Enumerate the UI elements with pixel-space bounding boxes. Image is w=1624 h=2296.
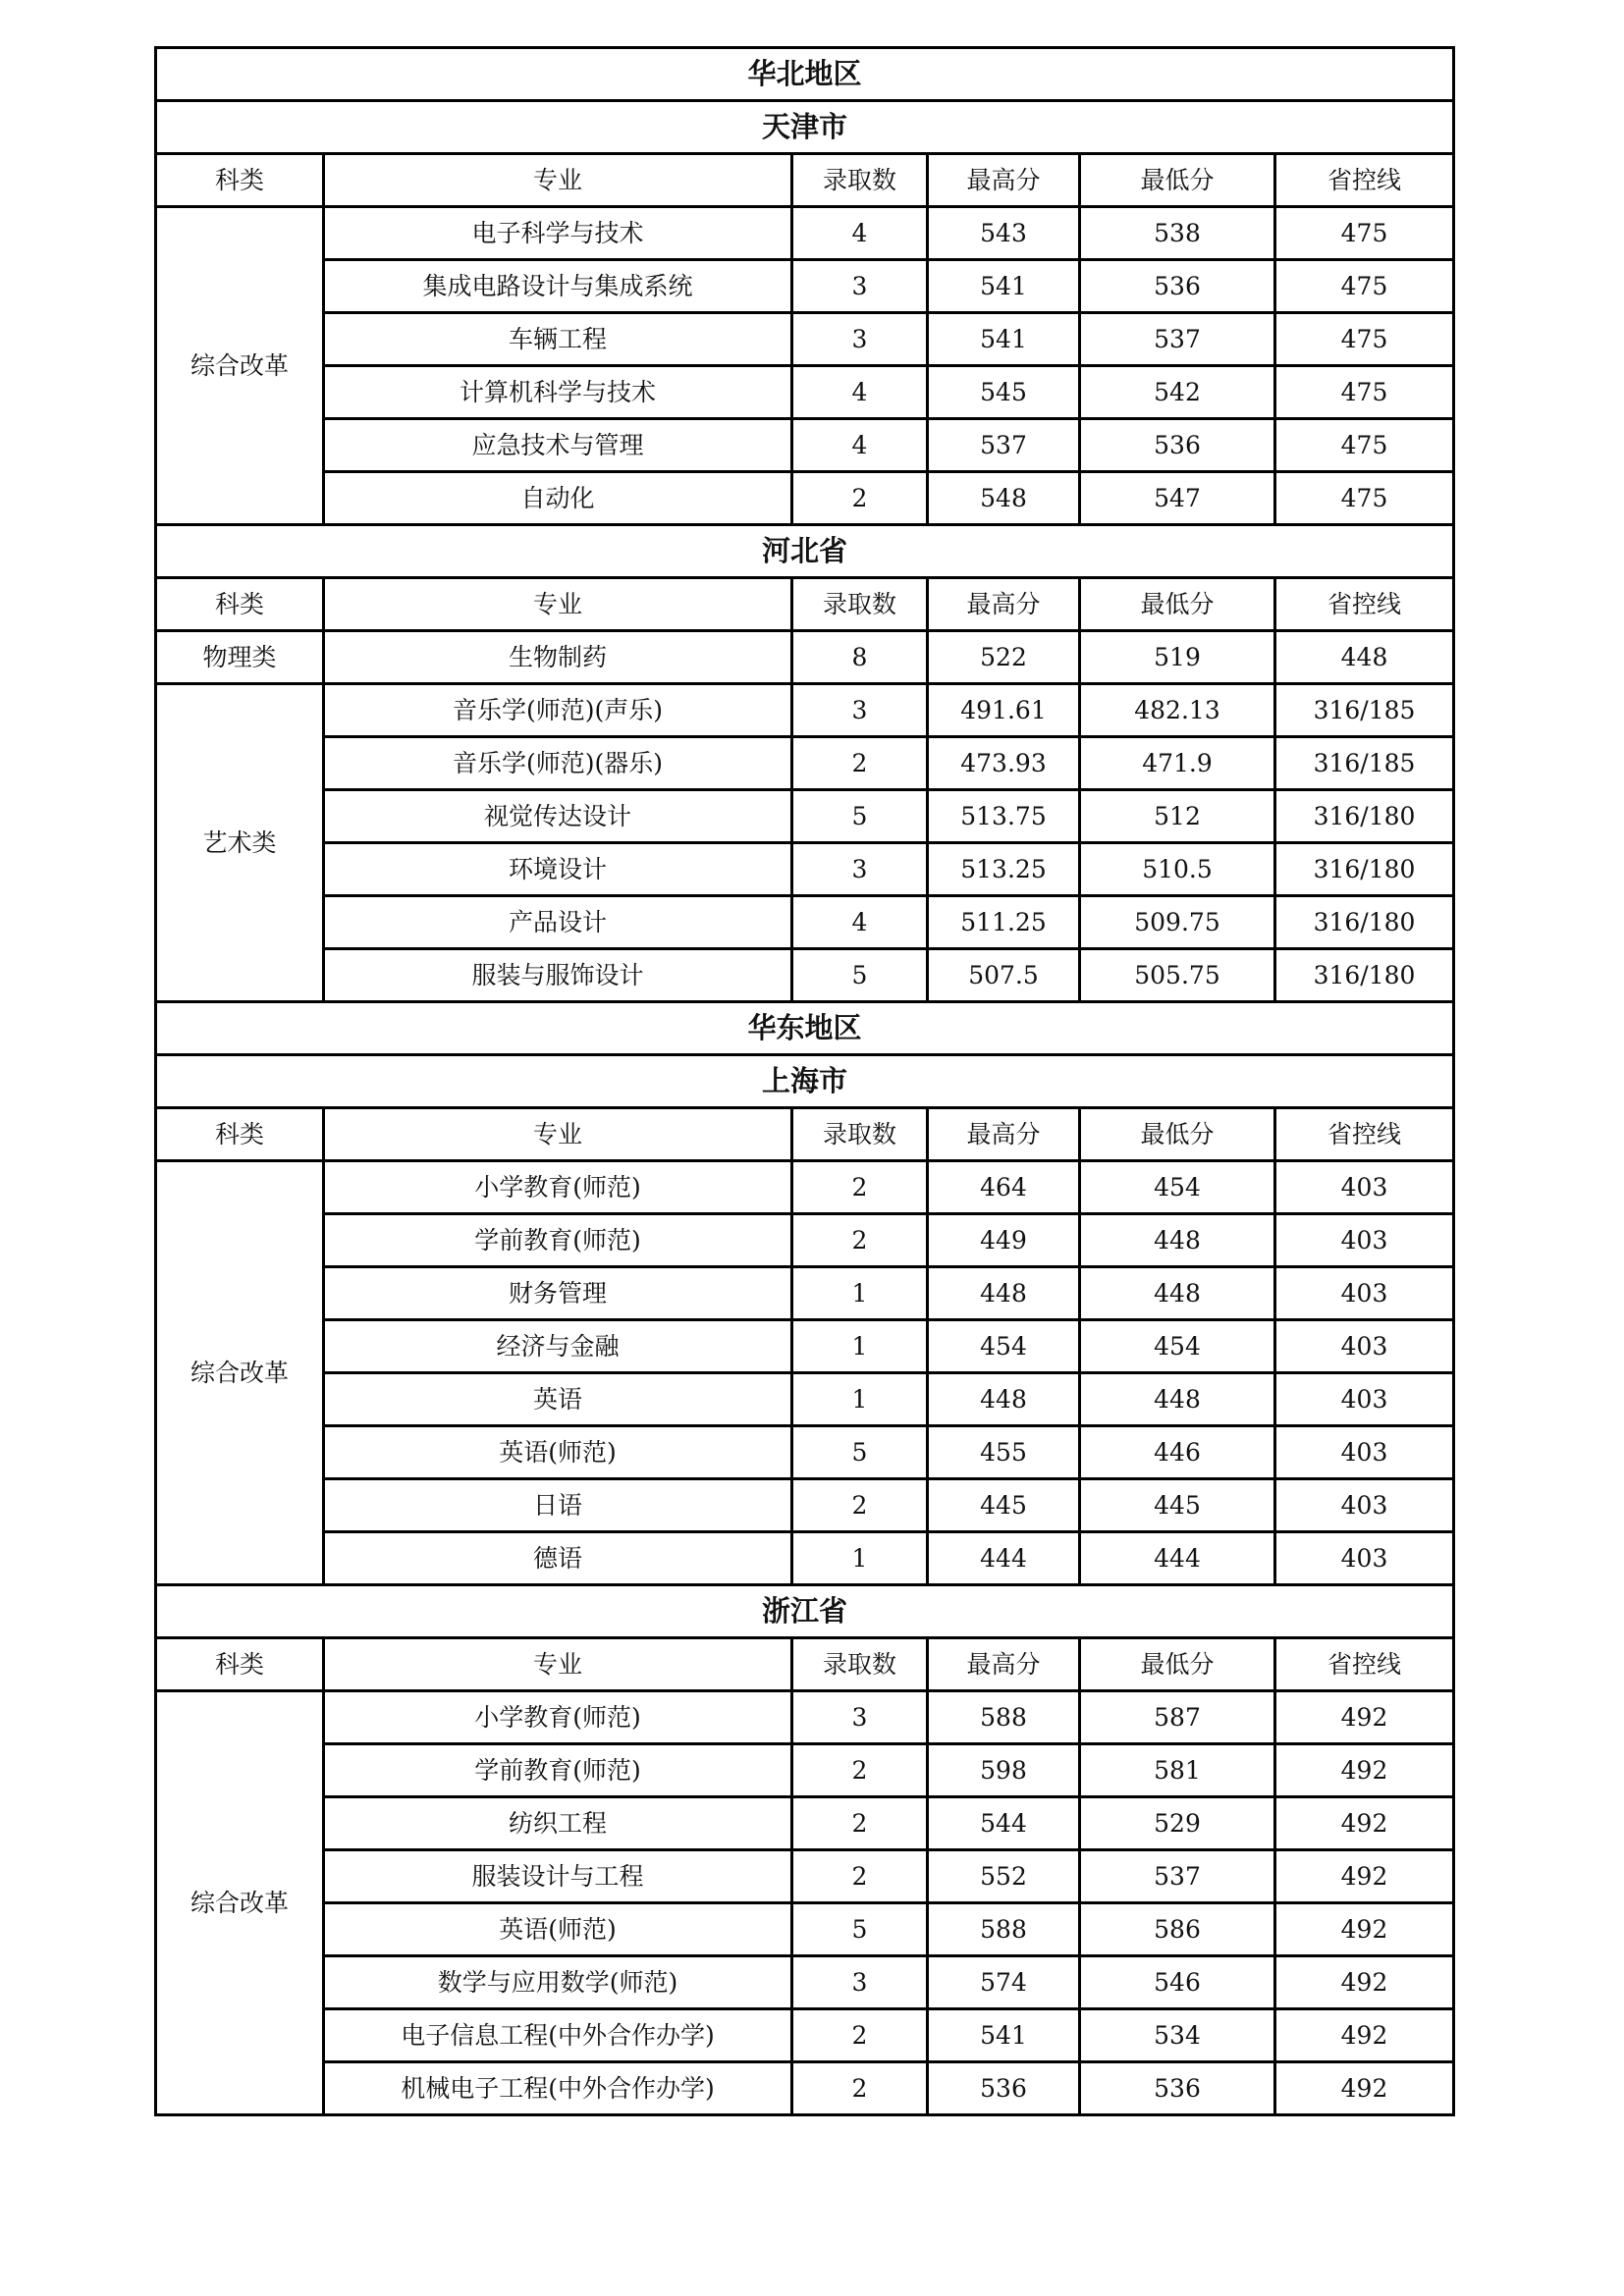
category-cell: 艺术类 [156, 684, 324, 1002]
min-score-cell: 546 [1080, 1956, 1275, 2009]
table-row [156, 1267, 1454, 1320]
major-cell: 经济与金融 [324, 1320, 792, 1373]
max-score-cell: 541 [928, 2009, 1080, 2062]
table-row [156, 419, 1454, 472]
table-row [156, 1426, 1454, 1479]
table-row [156, 2062, 1454, 2115]
table-row [156, 1797, 1454, 1850]
province-row [156, 1585, 1454, 1638]
column-header-row [156, 1108, 1454, 1161]
admitted-cell: 3 [792, 260, 928, 313]
max-score-cell: 454 [928, 1320, 1080, 1373]
header-category: 科类 [156, 1638, 324, 1691]
max-score-cell: 449 [928, 1214, 1080, 1267]
max-score-cell: 537 [928, 419, 1080, 472]
major-cell: 学前教育(师范) [324, 1744, 792, 1797]
table-row [156, 631, 1454, 684]
table-row [156, 1691, 1454, 1744]
category-cell: 综合改革 [156, 207, 324, 525]
province-row [156, 525, 1454, 578]
header-max-score: 最高分 [928, 1638, 1080, 1691]
table-row [156, 949, 1454, 1002]
table-row [156, 207, 1454, 260]
control-line-cell: 403 [1275, 1373, 1454, 1426]
column-header-row [156, 154, 1454, 207]
header-admitted: 录取数 [792, 1108, 928, 1161]
major-cell: 视觉传达设计 [324, 790, 792, 843]
min-score-cell: 505.75 [1080, 949, 1275, 1002]
max-score-cell: 522 [928, 631, 1080, 684]
admitted-cell: 5 [792, 790, 928, 843]
admitted-cell: 1 [792, 1267, 928, 1320]
major-cell: 小学教育(师范) [324, 1161, 792, 1214]
major-cell: 纺织工程 [324, 1797, 792, 1850]
table-row [156, 737, 1454, 790]
control-line-cell: 316/185 [1275, 737, 1454, 790]
max-score-cell: 536 [928, 2062, 1080, 2115]
header-control-line: 省控线 [1275, 154, 1454, 207]
max-score-cell: 588 [928, 1903, 1080, 1956]
min-score-cell: 587 [1080, 1691, 1275, 1744]
table-row [156, 1479, 1454, 1532]
min-score-cell: 446 [1080, 1426, 1275, 1479]
control-line-cell: 403 [1275, 1214, 1454, 1267]
category-cell: 综合改革 [156, 1691, 324, 2115]
region-row [156, 1002, 1454, 1055]
header-max-score: 最高分 [928, 154, 1080, 207]
control-line-cell: 316/180 [1275, 790, 1454, 843]
control-line-cell: 475 [1275, 207, 1454, 260]
min-score-cell: 445 [1080, 1479, 1275, 1532]
table-row [156, 260, 1454, 313]
max-score-cell: 444 [928, 1532, 1080, 1585]
min-score-cell: 536 [1080, 260, 1275, 313]
max-score-cell: 448 [928, 1267, 1080, 1320]
max-score-cell: 445 [928, 1479, 1080, 1532]
table-row [156, 1532, 1454, 1585]
max-score-cell: 491.61 [928, 684, 1080, 737]
province-title: 浙江省 [156, 1585, 1454, 1638]
max-score-cell: 548 [928, 472, 1080, 525]
min-score-cell: 454 [1080, 1161, 1275, 1214]
control-line-cell: 475 [1275, 260, 1454, 313]
max-score-cell: 541 [928, 260, 1080, 313]
max-score-cell: 473.93 [928, 737, 1080, 790]
major-cell: 学前教育(师范) [324, 1214, 792, 1267]
header-admitted: 录取数 [792, 154, 928, 207]
control-line-cell: 492 [1275, 1744, 1454, 1797]
admitted-cell: 3 [792, 1691, 928, 1744]
max-score-cell: 545 [928, 366, 1080, 419]
admitted-cell: 5 [792, 949, 928, 1002]
major-cell: 集成电路设计与集成系统 [324, 260, 792, 313]
min-score-cell: 537 [1080, 313, 1275, 366]
table-row [156, 313, 1454, 366]
min-score-cell: 482.13 [1080, 684, 1275, 737]
province-title: 天津市 [156, 101, 1454, 154]
major-cell: 德语 [324, 1532, 792, 1585]
table-row [156, 684, 1454, 737]
min-score-cell: 542 [1080, 366, 1275, 419]
max-score-cell: 513.25 [928, 843, 1080, 896]
table-row [156, 1161, 1454, 1214]
min-score-cell: 510.5 [1080, 843, 1275, 896]
major-cell: 数学与应用数学(师范) [324, 1956, 792, 2009]
admitted-cell: 3 [792, 684, 928, 737]
table-row [156, 1850, 1454, 1903]
control-line-cell: 492 [1275, 1850, 1454, 1903]
header-major: 专业 [324, 1638, 792, 1691]
max-score-cell: 513.75 [928, 790, 1080, 843]
header-min-score: 最低分 [1080, 154, 1275, 207]
control-line-cell: 403 [1275, 1532, 1454, 1585]
admitted-cell: 1 [792, 1320, 928, 1373]
major-cell: 自动化 [324, 472, 792, 525]
control-line-cell: 316/180 [1275, 843, 1454, 896]
admitted-cell: 2 [792, 1744, 928, 1797]
admitted-cell: 5 [792, 1426, 928, 1479]
admitted-cell: 4 [792, 896, 928, 949]
admitted-cell: 2 [792, 472, 928, 525]
major-cell: 英语 [324, 1373, 792, 1426]
max-score-cell: 541 [928, 313, 1080, 366]
header-admitted: 录取数 [792, 578, 928, 631]
max-score-cell: 598 [928, 1744, 1080, 1797]
major-cell: 音乐学(师范)(声乐) [324, 684, 792, 737]
major-cell: 服装设计与工程 [324, 1850, 792, 1903]
header-control-line: 省控线 [1275, 1108, 1454, 1161]
admitted-cell: 5 [792, 1903, 928, 1956]
header-major: 专业 [324, 154, 792, 207]
admitted-cell: 4 [792, 419, 928, 472]
table-row [156, 1214, 1454, 1267]
control-line-cell: 448 [1275, 631, 1454, 684]
max-score-cell: 464 [928, 1161, 1080, 1214]
control-line-cell: 316/180 [1275, 896, 1454, 949]
table-row [156, 2009, 1454, 2062]
admitted-cell: 1 [792, 1373, 928, 1426]
min-score-cell: 547 [1080, 472, 1275, 525]
table-row [156, 366, 1454, 419]
header-major: 专业 [324, 1108, 792, 1161]
max-score-cell: 544 [928, 1797, 1080, 1850]
major-cell: 小学教育(师范) [324, 1691, 792, 1744]
table-row [156, 1956, 1454, 2009]
control-line-cell: 403 [1275, 1161, 1454, 1214]
table-body [156, 48, 1454, 2115]
major-cell: 英语(师范) [324, 1426, 792, 1479]
major-cell: 英语(师范) [324, 1903, 792, 1956]
major-cell: 服装与服饰设计 [324, 949, 792, 1002]
min-score-cell: 581 [1080, 1744, 1275, 1797]
admitted-cell: 2 [792, 1161, 928, 1214]
control-line-cell: 316/185 [1275, 684, 1454, 737]
control-line-cell: 492 [1275, 1797, 1454, 1850]
header-admitted: 录取数 [792, 1638, 928, 1691]
min-score-cell: 536 [1080, 419, 1275, 472]
major-cell: 应急技术与管理 [324, 419, 792, 472]
header-major: 专业 [324, 578, 792, 631]
admission-score-table [154, 46, 1455, 2116]
province-title: 河北省 [156, 525, 1454, 578]
category-cell: 综合改革 [156, 1161, 324, 1585]
admitted-cell: 8 [792, 631, 928, 684]
major-cell: 音乐学(师范)(器乐) [324, 737, 792, 790]
region-title: 华东地区 [156, 1002, 1454, 1055]
control-line-cell: 475 [1275, 419, 1454, 472]
control-line-cell: 492 [1275, 2062, 1454, 2115]
header-category: 科类 [156, 1108, 324, 1161]
province-title: 上海市 [156, 1055, 1454, 1108]
min-score-cell: 444 [1080, 1532, 1275, 1585]
major-cell: 日语 [324, 1479, 792, 1532]
major-cell: 电子信息工程(中外合作办学) [324, 2009, 792, 2062]
admitted-cell: 4 [792, 207, 928, 260]
major-cell: 车辆工程 [324, 313, 792, 366]
control-line-cell: 403 [1275, 1479, 1454, 1532]
min-score-cell: 448 [1080, 1214, 1275, 1267]
major-cell: 机械电子工程(中外合作办学) [324, 2062, 792, 2115]
header-max-score: 最高分 [928, 578, 1080, 631]
table-row [156, 472, 1454, 525]
major-cell: 财务管理 [324, 1267, 792, 1320]
header-control-line: 省控线 [1275, 1638, 1454, 1691]
control-line-cell: 492 [1275, 1956, 1454, 2009]
min-score-cell: 509.75 [1080, 896, 1275, 949]
admitted-cell: 4 [792, 366, 928, 419]
province-row [156, 1055, 1454, 1108]
region-title: 华北地区 [156, 48, 1454, 101]
min-score-cell: 448 [1080, 1373, 1275, 1426]
control-line-cell: 316/180 [1275, 949, 1454, 1002]
control-line-cell: 492 [1275, 1691, 1454, 1744]
min-score-cell: 448 [1080, 1267, 1275, 1320]
max-score-cell: 588 [928, 1691, 1080, 1744]
control-line-cell: 403 [1275, 1267, 1454, 1320]
min-score-cell: 536 [1080, 2062, 1275, 2115]
header-min-score: 最低分 [1080, 1108, 1275, 1161]
control-line-cell: 475 [1275, 472, 1454, 525]
min-score-cell: 519 [1080, 631, 1275, 684]
min-score-cell: 586 [1080, 1903, 1275, 1956]
max-score-cell: 543 [928, 207, 1080, 260]
table-row [156, 1320, 1454, 1373]
control-line-cell: 475 [1275, 366, 1454, 419]
control-line-cell: 492 [1275, 2009, 1454, 2062]
major-cell: 产品设计 [324, 896, 792, 949]
header-min-score: 最低分 [1080, 578, 1275, 631]
max-score-cell: 511.25 [928, 896, 1080, 949]
region-row [156, 48, 1454, 101]
min-score-cell: 471.9 [1080, 737, 1275, 790]
control-line-cell: 403 [1275, 1320, 1454, 1373]
province-row [156, 101, 1454, 154]
major-cell: 电子科学与技术 [324, 207, 792, 260]
max-score-cell: 552 [928, 1850, 1080, 1903]
column-header-row [156, 578, 1454, 631]
admitted-cell: 3 [792, 843, 928, 896]
table-row [156, 1903, 1454, 1956]
header-category: 科类 [156, 154, 324, 207]
major-cell: 计算机科学与技术 [324, 366, 792, 419]
table-row [156, 896, 1454, 949]
min-score-cell: 538 [1080, 207, 1275, 260]
max-score-cell: 574 [928, 1956, 1080, 2009]
max-score-cell: 507.5 [928, 949, 1080, 1002]
min-score-cell: 454 [1080, 1320, 1275, 1373]
min-score-cell: 537 [1080, 1850, 1275, 1903]
admitted-cell: 2 [792, 737, 928, 790]
control-line-cell: 403 [1275, 1426, 1454, 1479]
admitted-cell: 2 [792, 2062, 928, 2115]
header-control-line: 省控线 [1275, 578, 1454, 631]
column-header-row [156, 1638, 1454, 1691]
table-row [156, 790, 1454, 843]
major-cell: 环境设计 [324, 843, 792, 896]
table-row [156, 843, 1454, 896]
min-score-cell: 534 [1080, 2009, 1275, 2062]
header-category: 科类 [156, 578, 324, 631]
category-cell: 物理类 [156, 631, 324, 684]
admitted-cell: 1 [792, 1532, 928, 1585]
min-score-cell: 529 [1080, 1797, 1275, 1850]
table-row [156, 1744, 1454, 1797]
control-line-cell: 475 [1275, 313, 1454, 366]
admitted-cell: 2 [792, 2009, 928, 2062]
admitted-cell: 2 [792, 1479, 928, 1532]
header-max-score: 最高分 [928, 1108, 1080, 1161]
control-line-cell: 492 [1275, 1903, 1454, 1956]
max-score-cell: 448 [928, 1373, 1080, 1426]
admitted-cell: 2 [792, 1797, 928, 1850]
table-row [156, 1373, 1454, 1426]
admitted-cell: 2 [792, 1214, 928, 1267]
min-score-cell: 512 [1080, 790, 1275, 843]
admitted-cell: 2 [792, 1850, 928, 1903]
admitted-cell: 3 [792, 313, 928, 366]
max-score-cell: 455 [928, 1426, 1080, 1479]
major-cell: 生物制药 [324, 631, 792, 684]
header-min-score: 最低分 [1080, 1638, 1275, 1691]
admitted-cell: 3 [792, 1956, 928, 2009]
